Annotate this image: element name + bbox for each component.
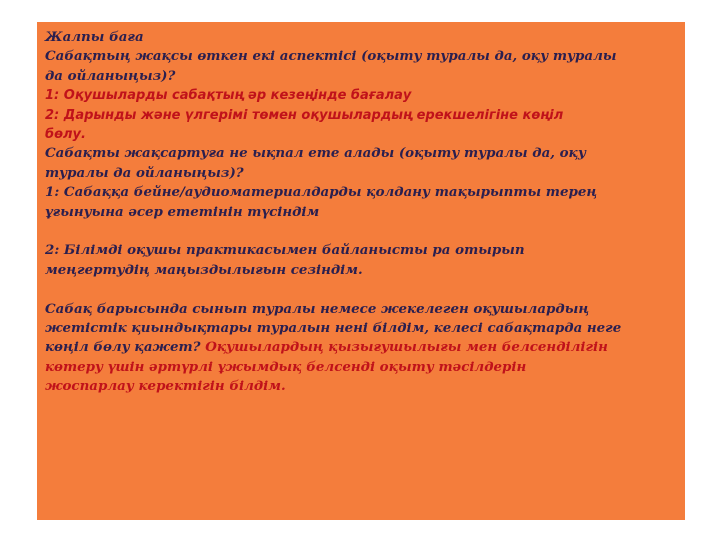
question-3 <box>45 300 677 397</box>
answer-2-2-line-2: меңгертудің маңыздылығын сезіндім. <box>45 261 363 278</box>
answer-2-1-line-2: ұғынуына әсер ететінін түсіндім <box>45 203 320 220</box>
question-2 <box>45 144 677 183</box>
answer-2-2 <box>45 241 677 280</box>
answer-3-line-3: жоспарлау керектігін білдім. <box>45 378 286 395</box>
question-3-line-1: Сабақ барысында сынып туралы немесе жекелеген оқушылардың <box>45 300 590 317</box>
answer-1-1: 1: Оқушыларды сабақтың әр кезеңінде бағалау <box>45 88 412 104</box>
question-3-line-3: көңіл бөлу қажет? <box>45 339 201 356</box>
question-2-line-1: Сабақты жақсартуға не ықпал ете алады (оқыту туралы да, оқу <box>45 145 586 162</box>
reflection-panel <box>37 22 685 520</box>
answer-1-2 <box>45 106 677 145</box>
answer-1-2-line-2: бөлу. <box>45 127 86 143</box>
question-2-line-2: туралы да ойланыңыз)? <box>45 164 244 181</box>
answer-3-line-1: Оқушылардың қызығушылығы мен белсенділігін <box>205 339 608 356</box>
question-1-line-2: да ойланыңыз)? <box>45 67 176 84</box>
question-1-line-1: Сабақтың жақсы өткен екі аспектісі (оқыту туралы да, оқу туралы <box>45 48 617 65</box>
answer-2-1 <box>45 183 677 222</box>
question-3-line-2: жетістік қиындықтары туралын нені білдім, келесі сабақтарда неге <box>45 320 622 337</box>
spacer <box>45 280 677 299</box>
answer-2-1-line-1: 1: Сабаққа бейне/аудиоматериалдарды қолдану тақырыпты терең <box>45 184 598 201</box>
question-1 <box>45 47 677 86</box>
answer-3-line-2: көтеру үшін әртүрлі ұжымдық белсенді оқыту тәсілдерін <box>45 358 527 375</box>
slide-title: Жалпы баға <box>45 29 144 45</box>
answer-1-2-line-1: 2: Дарынды және үлгерімі төмен оқушылардың ерекшелігіне көңіл <box>45 107 564 123</box>
answer-2-2-line-1: 2: Білімді оқушы практикасымен байланысты ра отырып <box>45 242 525 259</box>
spacer <box>45 222 677 241</box>
